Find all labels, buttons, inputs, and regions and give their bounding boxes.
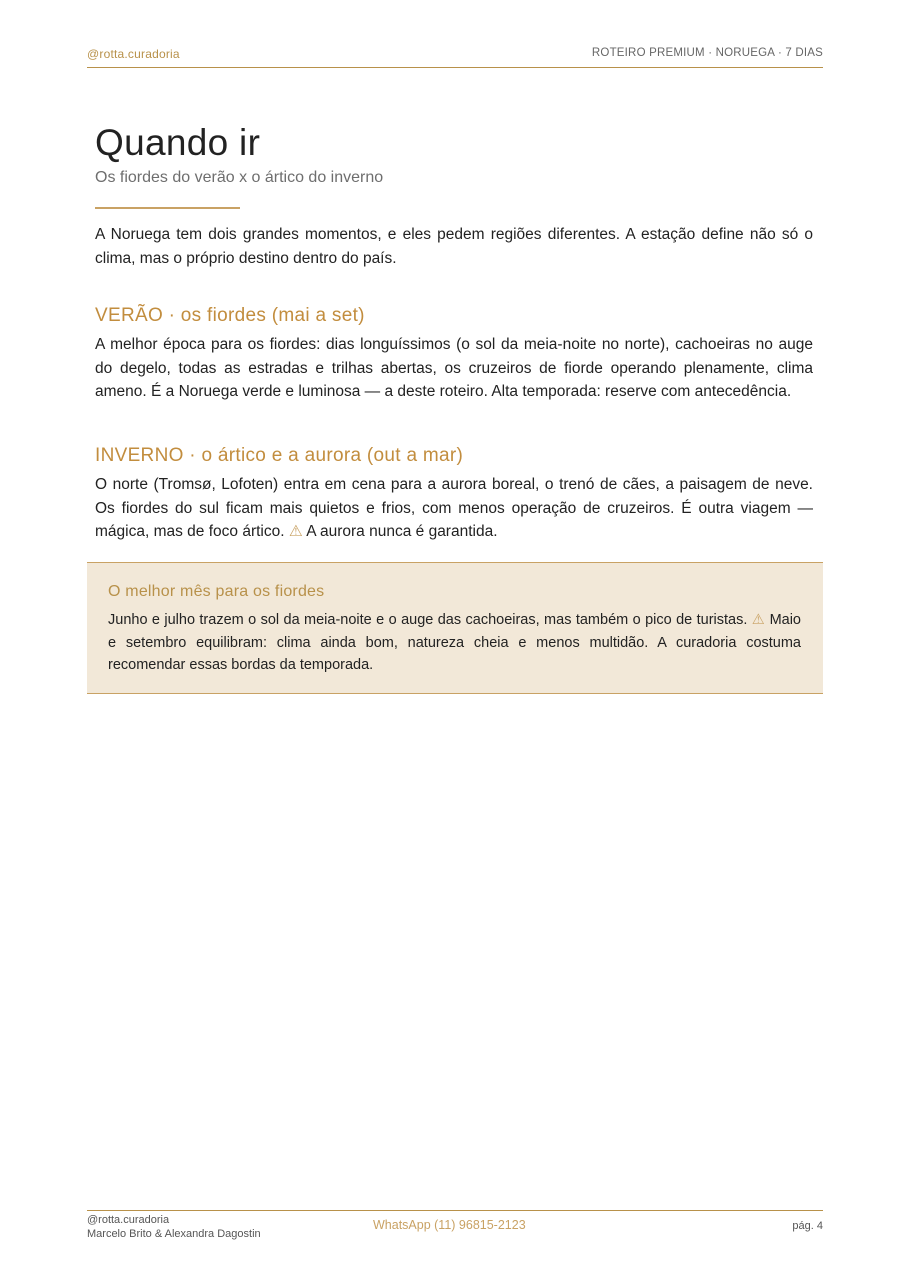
footer-authors: Marcelo Brito & Alexandra Dagostin <box>87 1228 261 1240</box>
page-footer <box>87 1210 823 1251</box>
footer-handle: @rotta.curadoria <box>87 1214 170 1226</box>
header-doc-label: ROTEIRO PREMIUM · NORUEGA · 7 DIAS <box>591 47 823 59</box>
winter-warning-text: A aurora nunca é garantida. <box>306 523 498 540</box>
warning-icon: ⚠ <box>288 523 303 540</box>
page-header <box>87 44 823 68</box>
winter-body: O norte (Tromsø, Lofoten) entra em cena para a aurora boreal, o trenó de cães, a paisagem de neve. Os fiordes do sul ficam mais quietos e frios, com menos operação de cruzeiros. É outra viagem — mágica, mas de foco ártico. <box>95 476 813 540</box>
summer-heading: VERÃO · os fiordes (mai a set) <box>95 305 365 326</box>
warning-icon: ⚠ <box>751 612 766 628</box>
callout-paragraph <box>108 609 801 677</box>
intro-paragraph: A Noruega tem dois grandes momentos, e eles pedem regiões diferentes. A estação define não só o clima, mas o próprio destino dentro do país. <box>95 226 813 267</box>
tip-callout <box>87 562 823 694</box>
header-handle: @rotta.curadoria <box>87 47 180 61</box>
footer-whatsapp: WhatsApp (11) 96815-2123 <box>373 1218 526 1232</box>
page-subtitle: Os fiordes do verão x o ártico do inverno <box>95 169 384 186</box>
callout-text-after: Maio e setembro equilibram: clima ainda bom, natureza cheia e menos multidão. A curadoria costuma recomendar essas bordas da temporada. <box>108 612 801 673</box>
winter-paragraph <box>95 473 813 544</box>
callout-text-before: Junho e julho trazem o sol da meia-noite e o auge das cachoeiras, mas também o pico de turistas. <box>108 612 748 628</box>
winter-heading: INVERNO · o ártico e a aurora (out a mar) <box>95 445 464 466</box>
page-number: pág. 4 <box>792 1220 823 1232</box>
title-underline <box>95 207 240 209</box>
callout-heading: O melhor mês para os fiordes <box>108 583 325 600</box>
page-title: Quando ir <box>95 122 261 163</box>
summer-paragraph: A melhor época para os fiordes: dias longuíssimos (o sol da meia-noite no norte), cachoeiras no auge do degelo, todas as estradas e trilhas abertas, os cruzeiros de fiorde operando plenamente, clima ameno. É a Noruega verde e luminosa — a deste roteiro. Alta temporada: reserve com antecedência. <box>95 336 813 400</box>
